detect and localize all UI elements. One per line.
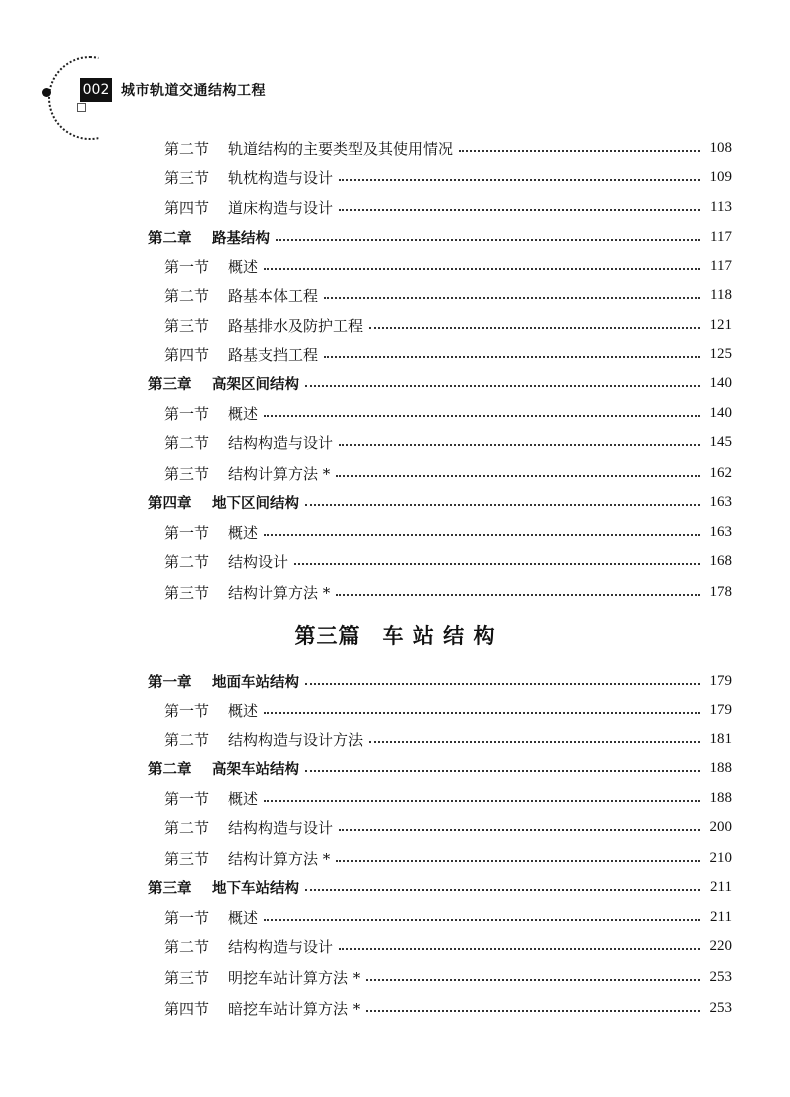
- toc-entry-number: 第二节: [164, 552, 210, 571]
- dot-leader: [264, 415, 700, 417]
- toc-entry-number: 第一节: [164, 789, 210, 808]
- toc-entry-label: [164, 729, 363, 750]
- toc-entry-page: 211: [710, 878, 732, 895]
- toc-entry-page: 163: [709, 493, 732, 510]
- toc-section-entry[interactable]: [164, 847, 732, 869]
- toc-entry-number: 第一章: [148, 674, 192, 691]
- toc-entry-title: 暗挖车站计算方法 *: [228, 999, 361, 1018]
- dot-leader: [305, 504, 700, 506]
- toc-entry-title: 结构构造与设计: [228, 818, 334, 837]
- dot-leader: [305, 683, 700, 685]
- toc-entry-title: 地下区间结构: [212, 495, 299, 512]
- toc-entry-title: 地下车站结构: [212, 880, 299, 897]
- toc-entry-label: [164, 315, 363, 336]
- toc-entry-number: 第一节: [164, 523, 210, 542]
- dot-leader: [264, 534, 700, 536]
- toc-entry-label: [148, 671, 299, 692]
- toc-entry-label: [164, 936, 333, 957]
- toc-section-entry[interactable]: [164, 521, 732, 543]
- toc-entry-number: 第二节: [164, 818, 210, 837]
- toc-entry-label: [164, 256, 258, 277]
- toc-section-entry[interactable]: [164, 255, 732, 277]
- toc-entry-label: [164, 788, 258, 809]
- toc-entry-page: 117: [710, 228, 732, 245]
- part-title: 车 站 结 构: [382, 624, 496, 648]
- toc-entry-number: 第一节: [164, 404, 210, 423]
- toc-entry-title: 概述: [228, 908, 259, 927]
- toc-entry-number: 第二章: [148, 761, 192, 778]
- toc-section-entry[interactable]: [164, 966, 732, 988]
- dot-leader: [264, 919, 700, 921]
- toc-entry-number: 第三节: [164, 316, 210, 335]
- toc-entry-title: 道床构造与设计: [228, 198, 334, 217]
- toc-entry-number: 第一节: [164, 908, 210, 927]
- toc-entry-page: 121: [709, 316, 732, 333]
- header-square-icon: [77, 103, 86, 112]
- toc-section-entry[interactable]: [164, 343, 732, 365]
- toc-entry-title: 路基结构: [212, 230, 270, 247]
- toc-entry-number: 第四章: [148, 495, 192, 512]
- toc-section-entry[interactable]: [164, 997, 732, 1019]
- toc-entry-label: [148, 758, 299, 779]
- dot-leader: [324, 356, 700, 358]
- toc-entry-title: 概述: [228, 789, 259, 808]
- toc-section-entry[interactable]: [164, 431, 732, 453]
- toc-entry-label: [164, 463, 330, 484]
- toc-entry-label: [148, 492, 299, 513]
- toc-entry-page: 145: [709, 433, 732, 450]
- toc-entry-page: 117: [710, 257, 732, 274]
- dot-leader: [459, 150, 700, 152]
- toc-entry-title: 结构计算方法 *: [228, 849, 331, 868]
- toc-entry-label: [164, 998, 360, 1019]
- toc-section-entry[interactable]: [164, 402, 732, 424]
- toc-entry-label: [164, 907, 258, 928]
- toc-entry-label: [164, 522, 258, 543]
- toc-entry-title: 结构构造与设计: [228, 433, 334, 452]
- header-dot-icon: [42, 88, 51, 97]
- toc-entry-page: 113: [710, 198, 732, 215]
- toc-entry-page: 200: [709, 818, 732, 835]
- toc-entry-title: 高架区间结构: [212, 376, 299, 393]
- dot-leader: [339, 209, 700, 211]
- toc-entry-label: [148, 227, 270, 248]
- toc-section-entry[interactable]: [164, 787, 732, 809]
- toc-section-entry[interactable]: [164, 462, 732, 484]
- toc-entry-page: 162: [709, 464, 732, 481]
- toc-entry-number: 第四节: [164, 999, 210, 1018]
- toc-entry-title: 结构计算方法 *: [228, 583, 331, 602]
- toc-entry-page: 108: [709, 139, 732, 156]
- toc-section-entry[interactable]: [164, 906, 732, 928]
- toc-entry-page: 253: [709, 999, 732, 1016]
- toc-entry-label: [164, 432, 333, 453]
- toc-entry-title: 高架车站结构: [212, 761, 299, 778]
- toc-entry-page: 188: [709, 789, 732, 806]
- toc-section-entry[interactable]: [164, 284, 732, 306]
- toc-entry-number: 第二节: [164, 433, 210, 452]
- toc-entry-page: 163: [709, 523, 732, 540]
- toc-entry-page: 188: [709, 759, 732, 776]
- toc-entry-label: [148, 373, 299, 394]
- dot-leader: [324, 297, 700, 299]
- toc-entry-number: 第三节: [164, 168, 210, 187]
- toc-entry-title: 结构设计: [228, 552, 289, 571]
- toc-entry-page: 140: [709, 374, 732, 391]
- toc-entry-title: 路基支挡工程: [228, 345, 319, 364]
- toc-entry-title: 轨枕构造与设计: [228, 168, 334, 187]
- dot-leader: [276, 239, 700, 241]
- toc-entry-page: 140: [709, 404, 732, 421]
- toc-section-entry[interactable]: [164, 728, 732, 750]
- toc-entry-number: 第一节: [164, 701, 210, 720]
- toc-entry-title: 结构构造与设计方法: [228, 730, 364, 749]
- toc-entry-number: 第二节: [164, 937, 210, 956]
- dot-leader: [305, 385, 700, 387]
- toc-entry-page: 125: [709, 345, 732, 362]
- toc-section-entry[interactable]: [164, 166, 732, 188]
- toc-chapter-entry[interactable]: [148, 757, 732, 779]
- dot-leader: [339, 948, 700, 950]
- dot-leader: [369, 741, 700, 743]
- toc-entry-title: 地面车站结构: [212, 674, 299, 691]
- toc-chapter-entry[interactable]: [148, 876, 732, 898]
- toc-entry-title: 概述: [228, 404, 259, 423]
- toc-section-entry[interactable]: [164, 581, 732, 603]
- toc-entry-label: [164, 967, 360, 988]
- toc-entry-page: 181: [709, 730, 732, 747]
- toc-entry-label: [164, 344, 318, 365]
- dot-leader: [264, 268, 700, 270]
- toc-chapter-entry[interactable]: [148, 226, 732, 248]
- toc-entry-number: 第三节: [164, 849, 210, 868]
- toc-entry-number: 第三节: [164, 968, 210, 987]
- toc-entry-number: 第一节: [164, 257, 210, 276]
- dot-leader: [336, 475, 700, 477]
- toc-entry-label: [164, 817, 333, 838]
- toc-entry-title: 概述: [228, 523, 259, 542]
- toc-entry-label: [164, 582, 330, 603]
- toc-entry-number: 第四节: [164, 345, 210, 364]
- toc-entry-page: 178: [709, 583, 732, 600]
- dot-leader: [369, 327, 700, 329]
- dot-leader: [366, 979, 700, 981]
- toc-entry-page: 118: [710, 286, 732, 303]
- toc-entry-label: [164, 700, 258, 721]
- toc-entry-page: 211: [710, 908, 732, 925]
- dot-leader: [339, 829, 700, 831]
- toc-section-entry[interactable]: [164, 314, 732, 336]
- dot-leader: [339, 179, 700, 181]
- dot-leader: [264, 800, 700, 802]
- toc-entry-label: [164, 848, 330, 869]
- toc-entry-page: 210: [709, 849, 732, 866]
- toc-entry-number: 第三节: [164, 583, 210, 602]
- toc-entry-number: 第三章: [148, 880, 192, 897]
- toc-section-entry[interactable]: [164, 196, 732, 218]
- dot-leader: [336, 860, 700, 862]
- toc-entry-label: [164, 285, 318, 306]
- toc-section-entry[interactable]: [164, 550, 732, 572]
- dot-leader: [294, 563, 700, 565]
- part-number: 第三篇: [294, 624, 361, 648]
- toc-entry-title: 概述: [228, 701, 259, 720]
- toc-entry-title: 结构构造与设计: [228, 937, 334, 956]
- toc-entry-page: 168: [709, 552, 732, 569]
- toc-entry-title: 轨道结构的主要类型及其使用情况: [228, 139, 454, 158]
- toc-entry-label: [164, 403, 258, 424]
- toc-entry-label: [164, 138, 453, 159]
- toc-entry-label: [164, 197, 333, 218]
- toc-entry-page: 179: [709, 701, 732, 718]
- toc-entry-title: 路基本体工程: [228, 286, 319, 305]
- dot-leader: [336, 594, 700, 596]
- toc-entry-number: 第四节: [164, 198, 210, 217]
- toc-entry-title: 明挖车站计算方法 *: [228, 968, 361, 987]
- toc-entry-number: 第二章: [148, 230, 192, 247]
- toc-entry-page: 179: [709, 672, 732, 689]
- toc-chapter-entry[interactable]: [148, 491, 732, 513]
- toc-entry-label: [148, 877, 299, 898]
- dot-leader: [366, 1010, 700, 1012]
- toc-entry-title: 概述: [228, 257, 259, 276]
- toc-section-entry[interactable]: [164, 816, 732, 838]
- toc-entry-title: 路基排水及防护工程: [228, 316, 364, 335]
- toc-chapter-entry[interactable]: [148, 372, 732, 394]
- toc-entry-page: 109: [709, 168, 732, 185]
- dot-leader: [305, 889, 700, 891]
- dot-leader: [305, 770, 700, 772]
- toc-entry-number: 第二节: [164, 286, 210, 305]
- toc-entry-title: 结构计算方法 *: [228, 464, 331, 483]
- toc-section-entry[interactable]: [164, 699, 732, 721]
- toc-entry-page: 220: [709, 937, 732, 954]
- toc-entry-number: 第三节: [164, 464, 210, 483]
- running-head-title: 城市轨道交通结构工程: [121, 83, 266, 99]
- page-number: 002: [80, 78, 112, 102]
- toc-entry-label: [164, 167, 333, 188]
- toc-entry-label: [164, 551, 288, 572]
- dot-leader: [264, 712, 700, 714]
- dot-leader: [339, 444, 700, 446]
- toc-entry-page: 253: [709, 968, 732, 985]
- toc-entry-number: 第二节: [164, 139, 210, 158]
- part-heading: [0, 620, 790, 650]
- toc-entry-number: 第三章: [148, 376, 192, 393]
- toc-section-entry[interactable]: [164, 137, 732, 159]
- toc-section-entry[interactable]: [164, 935, 732, 957]
- toc-entry-number: 第二节: [164, 730, 210, 749]
- toc-chapter-entry[interactable]: [148, 670, 732, 692]
